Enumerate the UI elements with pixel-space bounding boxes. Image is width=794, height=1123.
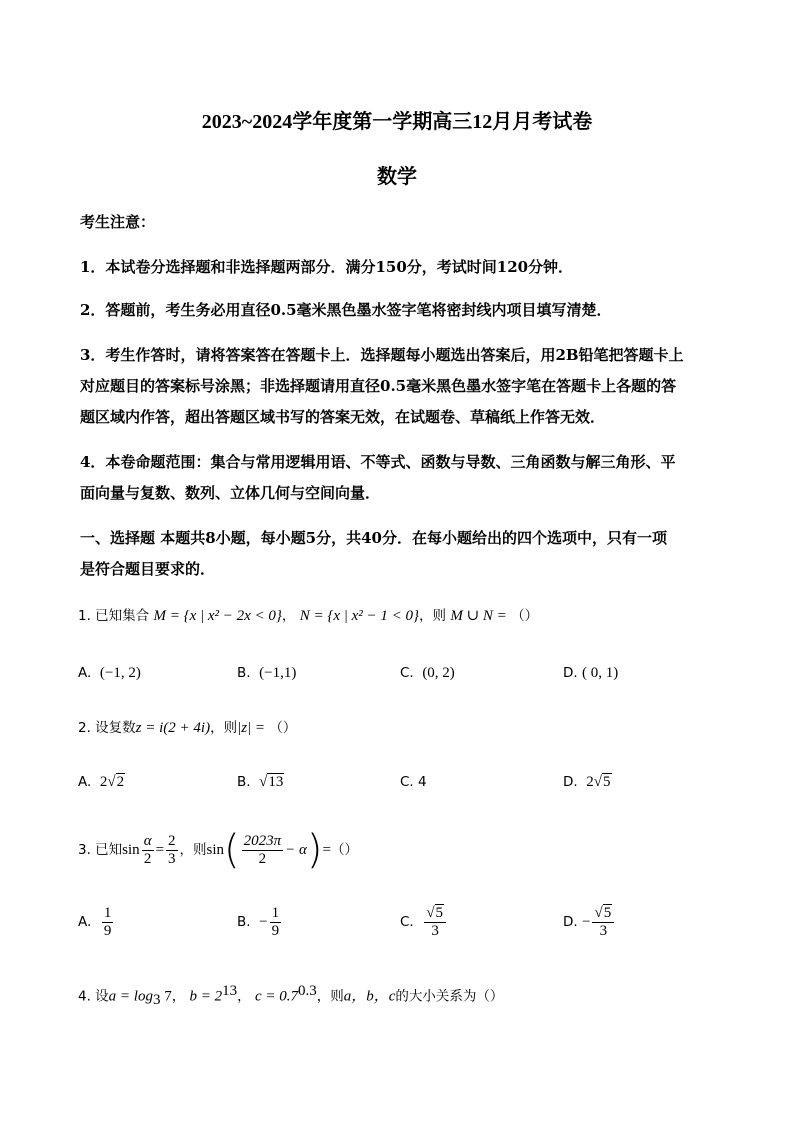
radicand: 13 [268, 774, 284, 790]
q3-value-fraction [166, 833, 178, 867]
q1-blank: （） [511, 608, 539, 624]
q1-separator: ， [281, 608, 296, 624]
notice-item-4-line-1: 4．本卷命题范围：集合与常用逻辑用语、不等式、函数与导数、三角函数与解三角形、平 [80, 453, 676, 471]
exponent: 13 [222, 983, 238, 999]
denominator: 9 [103, 922, 112, 939]
minus-alpha: − α [285, 841, 307, 858]
q2-option-d[interactable] [563, 774, 612, 791]
log-base: 3 [152, 992, 161, 1009]
q1-option-a-value: (−1, 2) [99, 665, 141, 681]
q1-option-c-value: (0, 2) [422, 665, 455, 681]
notice-item-2: 2．答题前，考生务必用直径0.5毫米黑色墨水签字笔将密封线内项目填写清楚． [80, 301, 612, 319]
q2-option-c[interactable] [400, 774, 427, 790]
q1-set-m: M = {x | x² − 2x < 0} [153, 608, 282, 624]
equals-sign: = [322, 841, 331, 858]
option-label: C. [400, 914, 414, 930]
q1-set-n: N = {x | x² − 1 < 0} [299, 608, 420, 624]
q2-option-c-value: 4 [418, 774, 427, 790]
q1-option-a[interactable] [78, 665, 141, 682]
q2-expression: z = i(2 + 4i) [135, 720, 211, 736]
q3-option-c[interactable] [400, 905, 448, 939]
option-label: D. [563, 914, 578, 930]
denominator: 3 [431, 922, 439, 939]
q4-prefix: 4. 设 [78, 988, 109, 1005]
q3-sin: sin [122, 841, 140, 858]
q1-option-c[interactable] [400, 665, 455, 682]
q4-variables: a，b，c [343, 988, 396, 1005]
left-paren-icon: ( [224, 827, 240, 873]
sqrt-symbol: √2 [107, 774, 125, 790]
notice-item-4-line-2: 面向量与复数、数列、立体几何与空间向量． [80, 484, 381, 502]
numerator: 2 [168, 833, 176, 849]
q3-half-angle-fraction [142, 833, 154, 867]
coefficient: 2 [99, 774, 108, 790]
q3-sin-2: sin [206, 841, 225, 858]
separator: ， [237, 988, 251, 1005]
q2-prefix: 2. 设复数 [78, 720, 136, 736]
sqrt-symbol: √5 [593, 774, 611, 790]
radicand: 5 [435, 905, 444, 921]
q2-option-a[interactable] [78, 774, 125, 791]
numerator: 1 [103, 905, 112, 921]
option-label: C. [400, 665, 414, 681]
q3-option-d[interactable] [563, 905, 616, 939]
log-argument: 7 [160, 988, 172, 1005]
question-3 [78, 827, 358, 873]
equals-sign: = [155, 841, 165, 858]
q3-tail: ，则 [179, 841, 207, 858]
option-label: D. [563, 665, 578, 681]
sqrt-symbol: √13 [259, 774, 284, 790]
denominator: 2 [258, 850, 267, 867]
notice-heading: 考生注意： [80, 213, 156, 231]
q2-blank: （） [269, 720, 297, 736]
q4-c-def: c = 0.7 [254, 988, 298, 1005]
q3-option-a[interactable] [78, 905, 115, 939]
numerator: α [143, 833, 152, 849]
sqrt-symbol: √5 [426, 905, 444, 921]
option-label: B. [237, 665, 251, 681]
q1-union: M ∪ N = [450, 608, 507, 624]
section-1-line-2: 是符合题目要求的． [80, 560, 216, 578]
q4-tail-2: 的大小关系为（） [395, 988, 504, 1005]
q1-tail: ，则 [419, 608, 447, 624]
option-label: A. [78, 914, 92, 930]
question-2 [78, 721, 296, 736]
option-label: A. [78, 665, 92, 681]
q1-prefix: 1. 已知集合 [78, 608, 150, 624]
minus-sign: − [259, 913, 268, 930]
q2-modulus: |z| = [237, 720, 266, 736]
q1-option-b[interactable] [237, 665, 296, 682]
q3-blank: （） [331, 841, 358, 858]
option-label: C. [400, 774, 414, 790]
q4-b-def: b = 2 [189, 988, 223, 1005]
notice-item-1: 1．本试卷分选择题和非选择题两部分．满分150分，考试时间120分钟． [80, 258, 574, 276]
q4-a-def: a = log [108, 988, 153, 1005]
q1-option-d-value: ( 0, 1) [581, 665, 619, 681]
option-label: D. [563, 774, 578, 790]
q3-option-b[interactable] [237, 905, 283, 939]
denominator: 3 [168, 850, 176, 867]
question-4 [78, 984, 503, 1008]
q1-option-d[interactable] [563, 665, 618, 682]
q2-tail: ，则 [210, 720, 238, 736]
question-1 [78, 609, 538, 624]
section-1-line-1: 一、选择题 本题共8小题，每小题5分，共40分．在每小题给出的四个选项中，只有一项 [80, 529, 667, 547]
radicand: 5 [603, 905, 612, 921]
minus-sign: − [581, 913, 591, 930]
q2-option-b[interactable] [237, 774, 284, 791]
radicand: 2 [116, 774, 125, 790]
q3-prefix: 3. 已知 [78, 841, 123, 858]
exam-title: 2023~2024学年度第一学期高三12月月考试卷 [201, 111, 593, 133]
option-label: B. [237, 914, 251, 930]
q4-tail: ，则 [316, 988, 344, 1005]
subject-title: 数学 [377, 166, 417, 188]
separator: ， [171, 988, 186, 1005]
numerator: 1 [271, 905, 280, 921]
exponent: 0.3 [297, 983, 317, 999]
numerator: 2023π [243, 833, 282, 849]
option-label: A. [78, 774, 92, 790]
radicand: 5 [603, 774, 611, 790]
notice-item-3-line-3: 题区域内作答，超出答题区域书写的答案无效，在试题卷、草稿纸上作答无效． [80, 408, 606, 426]
q1-option-b-value: (−1,1) [259, 665, 297, 681]
denominator: 2 [143, 850, 152, 867]
right-paren-icon: ) [306, 827, 323, 873]
notice-item-3-line-2: 对应题目的答案标号涂黑；非选择题请用直径0.5毫米黑色墨水签字笔在答题卡上各题的答 [80, 377, 677, 395]
option-label: B. [237, 774, 251, 790]
denominator: 9 [271, 922, 280, 939]
q3-angle-fraction [242, 833, 284, 867]
notice-item-3-line-1: 3．考生作答时，请将答案答在答题卡上．选择题每小题选出答案后，用2B铅笔把答题卡上 [80, 346, 684, 364]
denominator: 3 [599, 922, 608, 939]
coefficient: 2 [586, 774, 594, 790]
sqrt-symbol: √5 [594, 905, 612, 921]
